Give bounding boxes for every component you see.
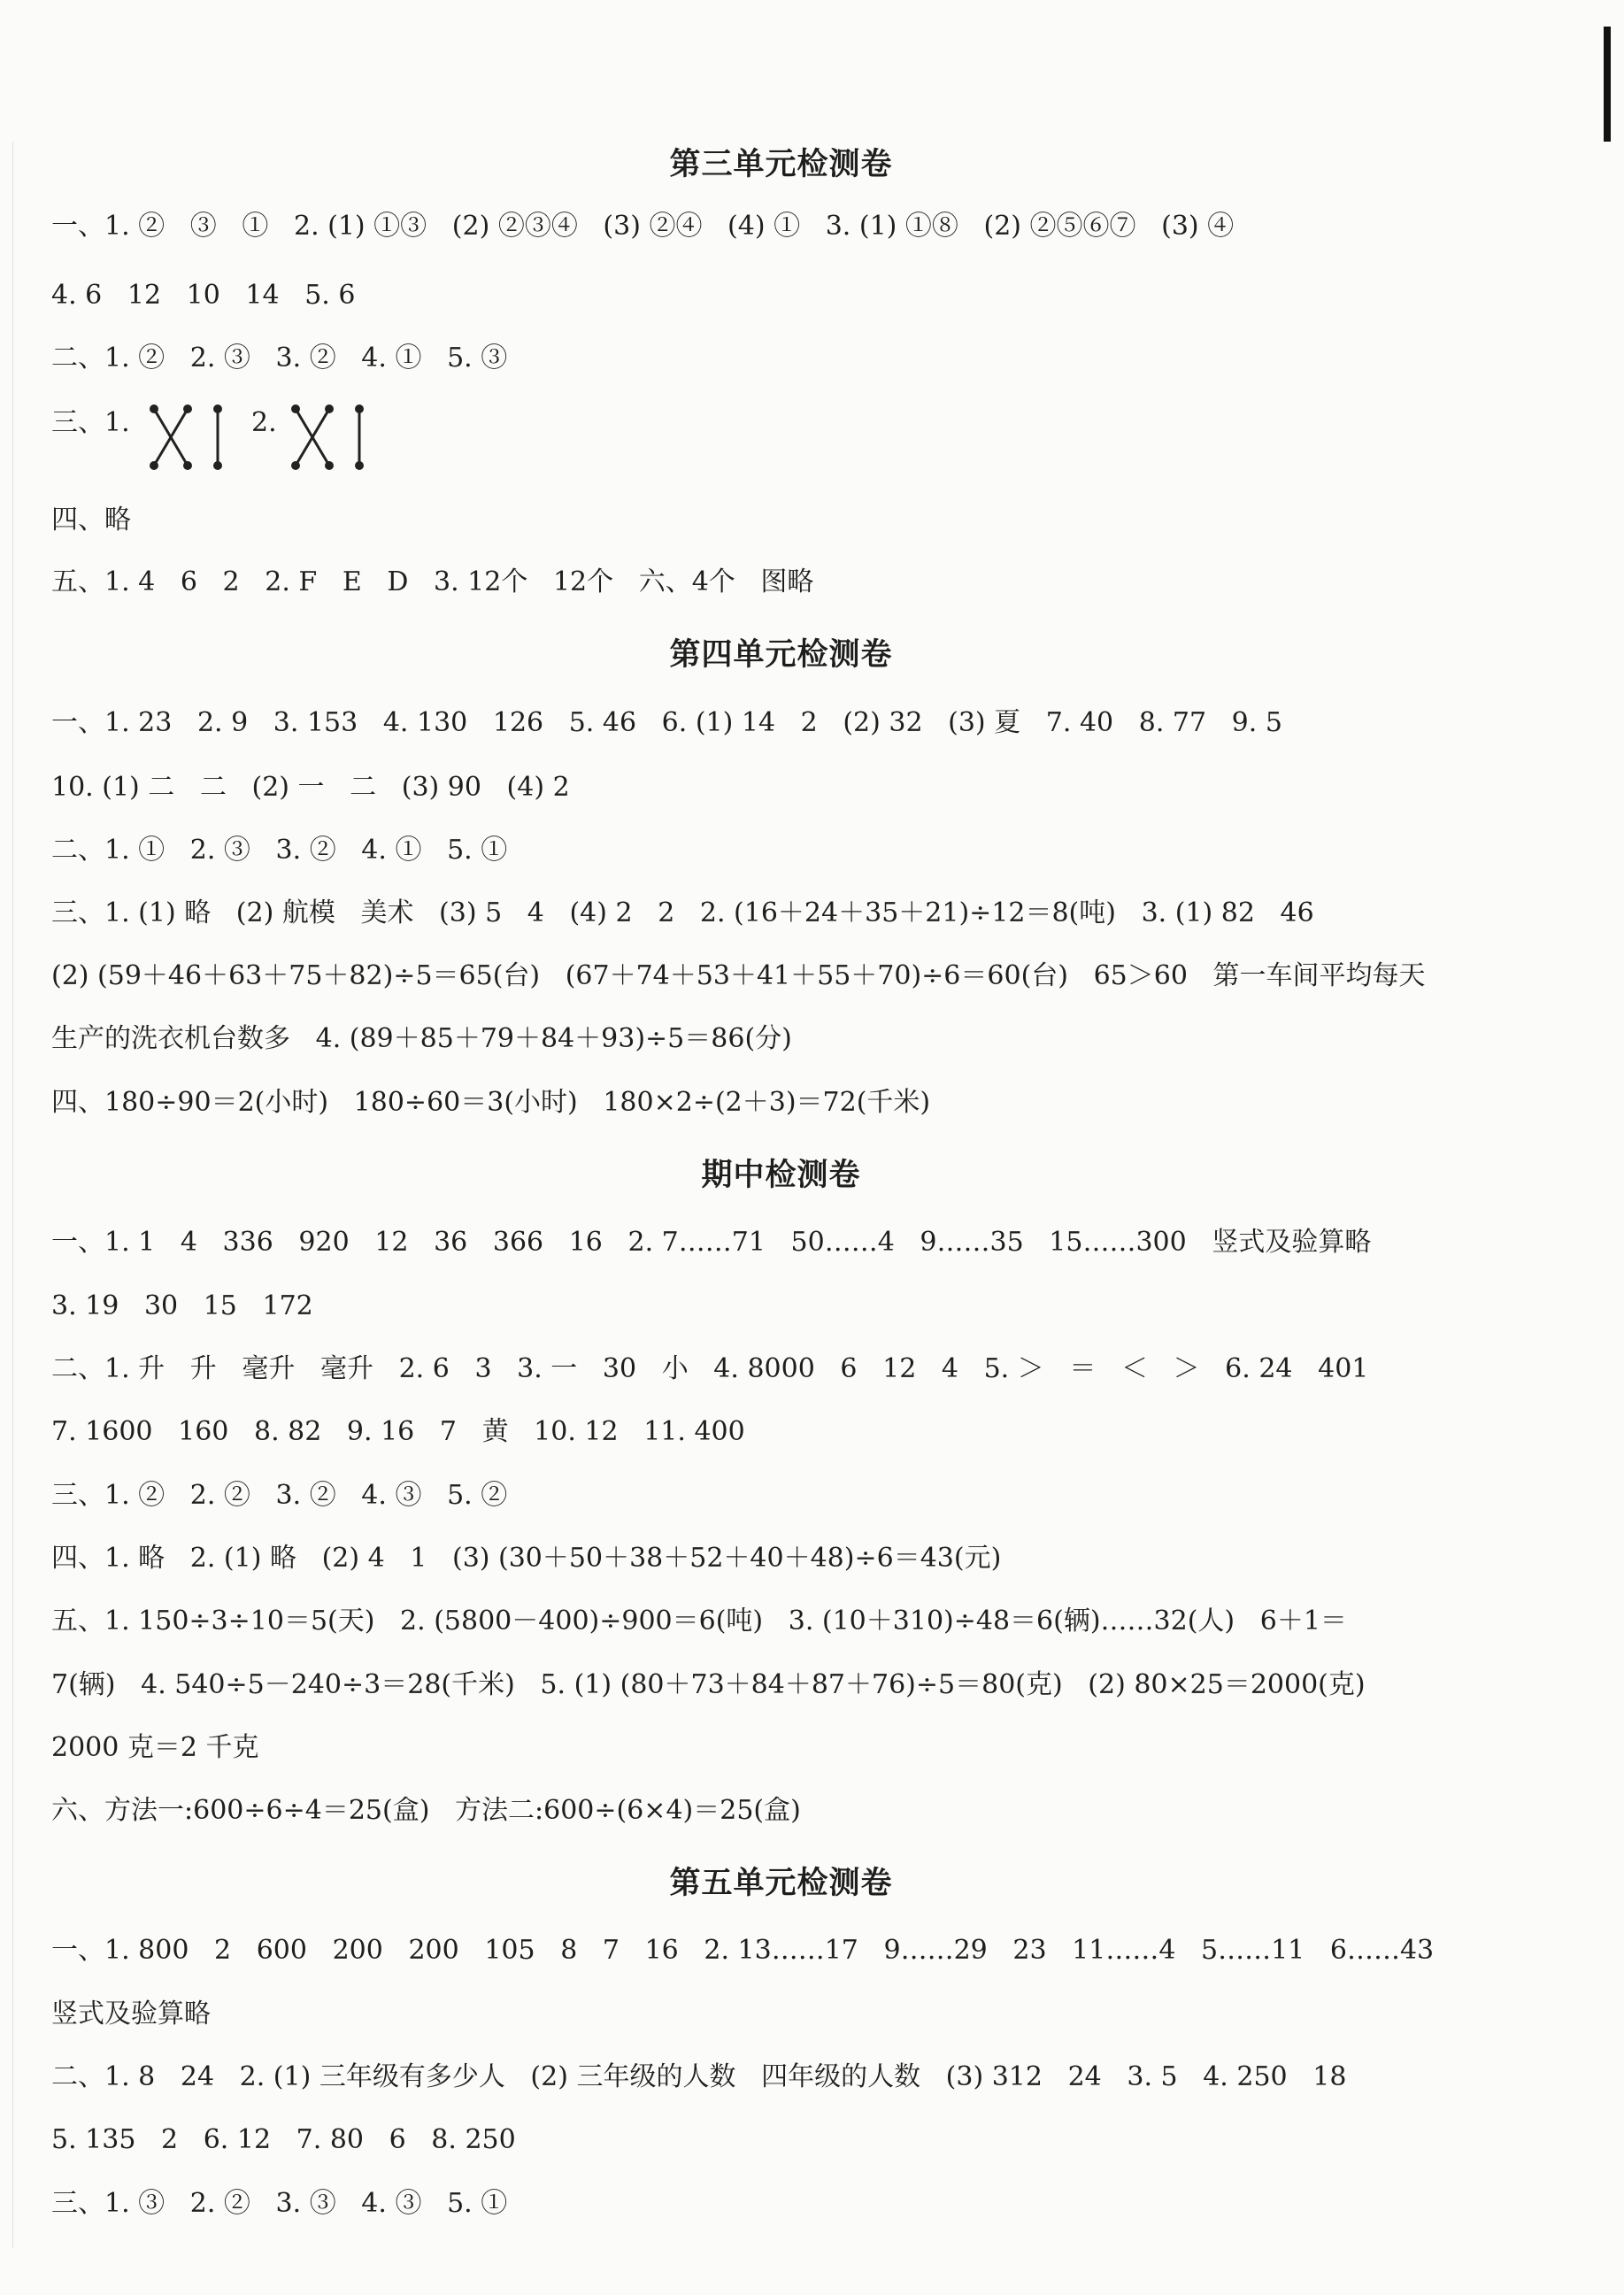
answer-line: 3. 19 30 15 172 (51, 1290, 313, 1321)
answer-line: 5. 135 2 6. 12 7. 80 6 8. 250 (51, 2124, 516, 2155)
answer-line: 一、1. 23 2. 9 3. 153 4. 130 126 5. 46 6. (1) 14 2 (2) 32 (3) 夏 7. 40 8. 77 9. 5 (51, 707, 1282, 738)
answer-line: 一、1. ② ③ ① 2. (1) ①③ (2) ②③④ (3) ②④ (4) ① 3. (1) ①⑧ (2) ②⑤⑥⑦ (3) ④ (51, 211, 1235, 242)
answer-line: 四、略 (51, 504, 131, 535)
answer-line: 三、1. (51, 407, 130, 438)
answer-line: 五、1. 150÷3÷10＝5(天) 2. (5800－400)÷900＝6(吨) 3. (10＋310)÷48＝6(辆)……32(人) 6＋1＝ (51, 1606, 1347, 1637)
answer-line: 竖式及验算略 (51, 1998, 211, 2029)
answer-line: 一、1. 1 4 336 920 12 36 366 16 2. 7……71 50……4 9……35 15……300 竖式及验算略 (51, 1227, 1372, 1258)
answer-line: 2000 克＝2 千克 (51, 1732, 259, 1763)
answer-line: 二、1. ① 2. ③ 3. ② 4. ① 5. ① (51, 835, 508, 866)
scan-edge-bar (1604, 27, 1611, 142)
answer-line: 三、1. ② 2. ② 3. ② 4. ③ 5. ② (51, 1480, 508, 1511)
answer-line: 7(辆) 4. 540÷5－240÷3＝28(千米) 5. (1) (80＋73＋84＋87＋76)÷5＝80(克) (2) 80×25＝2000(克) (51, 1669, 1366, 1700)
section-title-unit4: 第四单元检测卷 (669, 636, 893, 673)
answer-line: 二、1. 升 升 毫升 毫升 2. 6 3 3. 一 30 小 4. 8000 6 12 4 5. ＞ ＝ ＜ ＞ 6. 24 401 (51, 1353, 1369, 1384)
page-margin-line (12, 142, 13, 2248)
answer-line: 7. 1600 160 8. 82 9. 16 7 黄 10. 12 11. 400 (51, 1416, 745, 1447)
answer-line: 四、180÷90＝2(小时) 180÷60＝3(小时) 180×2÷(2＋3)＝72(千米) (51, 1087, 931, 1118)
section-title-unit5: 第五单元检测卷 (669, 1865, 893, 1901)
answer-line: 2. (251, 407, 277, 438)
matching-sketch-2 (289, 402, 377, 473)
answer-line: 生产的洗衣机台数多 4. (89＋85＋79＋84＋93)÷5＝86(分) (51, 1023, 792, 1054)
answer-line: 三、1. (1) 略 (2) 航模 美术 (3) 5 4 (4) 2 2 2. (16＋24＋35＋21)÷12＝8(吨) 3. (1) 82 46 (51, 897, 1314, 928)
answer-line: 二、1. ② 2. ③ 3. ② 4. ① 5. ③ (51, 343, 508, 374)
answer-line: (2) (59＋46＋63＋75＋82)÷5＝65(台) (67＋74＋53＋41＋55＋70)÷6＝60(台) 65＞60 第一车间平均每天 (51, 960, 1426, 991)
answer-line: 四、1. 略 2. (1) 略 (2) 4 1 (3) (30＋50＋38＋52＋40＋48)÷6＝43(元) (51, 1543, 1002, 1574)
answer-line: 三、1. ③ 2. ② 3. ③ 4. ③ 5. ① (51, 2188, 508, 2219)
section-title-unit3: 第三单元检测卷 (669, 146, 893, 182)
matching-sketch-1 (147, 402, 235, 473)
section-title-midterm: 期中检测卷 (701, 1157, 861, 1193)
answer-line: 六、方法一:600÷6÷4＝25(盒) 方法二:600÷(6×4)＝25(盒) (51, 1795, 801, 1826)
answer-line: 一、1. 800 2 600 200 200 105 8 7 16 2. 13……17 9……29 23 11……4 5……11 6……43 (51, 1935, 1435, 1966)
answer-line: 二、1. 8 24 2. (1) 三年级有多少人 (2) 三年级的人数 四年级的人数 (3) 312 24 3. 5 4. 250 18 (51, 2061, 1347, 2092)
answer-line: 五、1. 4 6 2 2. F E D 3. 12个 12个 六、4个 图略 (51, 566, 814, 597)
answer-line: 4. 6 12 10 14 5. 6 (51, 280, 356, 311)
answer-line: 10. (1) 二 二 (2) 一 二 (3) 90 (4) 2 (51, 772, 570, 803)
